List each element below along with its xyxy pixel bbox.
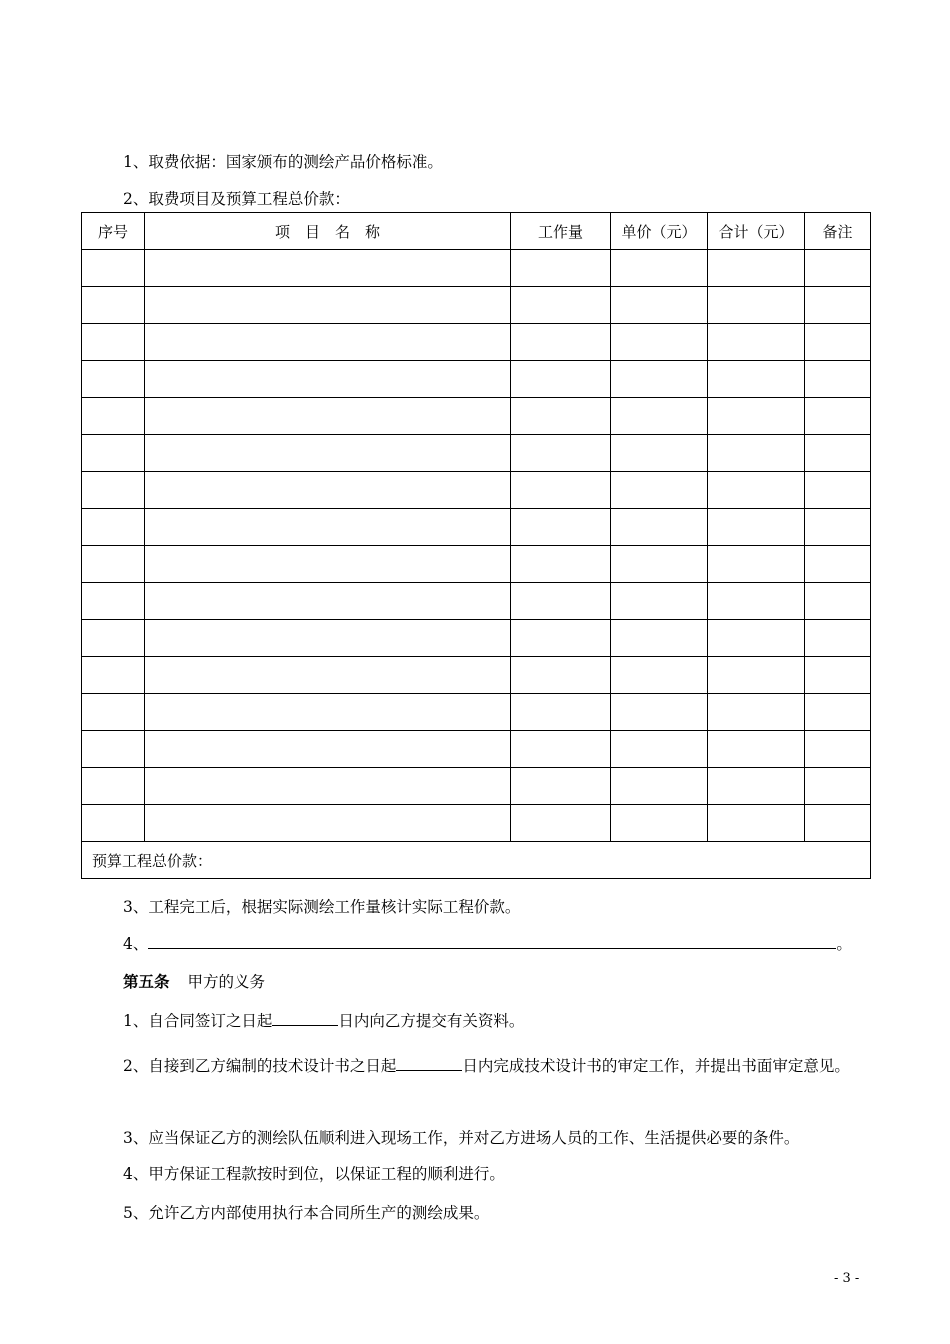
table-cell[interactable] bbox=[145, 657, 511, 694]
table-cell[interactable] bbox=[805, 398, 871, 435]
table-cell[interactable] bbox=[511, 583, 611, 620]
table-cell[interactable] bbox=[145, 620, 511, 657]
page-number: - 3 - bbox=[834, 1271, 860, 1286]
table-row bbox=[82, 509, 871, 546]
total-row bbox=[82, 842, 871, 879]
table-cell[interactable] bbox=[805, 361, 871, 398]
table-cell[interactable] bbox=[511, 731, 611, 768]
submit-days-blank[interactable] bbox=[272, 1011, 338, 1026]
table-cell[interactable] bbox=[511, 435, 611, 472]
article5-item1-suffix: 日内向乙方提交有关资料。 bbox=[338, 1012, 525, 1030]
item4-blank-field[interactable] bbox=[148, 934, 836, 949]
table-cell[interactable] bbox=[511, 620, 611, 657]
table-cell[interactable] bbox=[805, 657, 871, 694]
table-cell[interactable] bbox=[805, 768, 871, 805]
table-cell[interactable] bbox=[708, 546, 805, 583]
table-cell[interactable] bbox=[805, 731, 871, 768]
table-cell[interactable] bbox=[145, 509, 511, 546]
table-cell[interactable] bbox=[708, 768, 805, 805]
table-cell[interactable] bbox=[82, 472, 145, 509]
header-item-name: 项 目 名 称 bbox=[145, 213, 511, 250]
table-cell[interactable] bbox=[611, 731, 708, 768]
article5-item3: 3、应当保证乙方的测绘队伍顺利进入现场工作，并对乙方进场人员的工作、生活提供必要的条件。 bbox=[123, 1129, 800, 1147]
table-body bbox=[82, 250, 871, 842]
table-cell[interactable] bbox=[82, 361, 145, 398]
table-row bbox=[82, 398, 871, 435]
table-cell[interactable] bbox=[511, 805, 611, 842]
table-cell[interactable] bbox=[82, 324, 145, 361]
total-label: 预算工程总价款： bbox=[82, 842, 871, 879]
article5-number: 第五条 bbox=[123, 972, 170, 991]
table-cell[interactable] bbox=[708, 583, 805, 620]
table-row bbox=[82, 250, 871, 287]
table-cell[interactable] bbox=[82, 398, 145, 435]
table-cell[interactable] bbox=[82, 583, 145, 620]
table-cell[interactable] bbox=[145, 805, 511, 842]
table-cell[interactable] bbox=[805, 472, 871, 509]
table-cell[interactable] bbox=[611, 361, 708, 398]
table-cell[interactable] bbox=[511, 657, 611, 694]
review-days-blank[interactable] bbox=[396, 1056, 462, 1071]
after-completion-text: 3、工程完工后，根据实际测绘工作量核计实际工程价款。 bbox=[123, 898, 521, 916]
table-row bbox=[82, 583, 871, 620]
table-cell[interactable] bbox=[805, 324, 871, 361]
fee-basis-text: 1、取费依据：国家颁布的测绘产品价格标准。 bbox=[123, 153, 443, 171]
table-cell[interactable] bbox=[145, 583, 511, 620]
table-cell[interactable] bbox=[708, 805, 805, 842]
article5-item4: 4、甲方保证工程款按时到位，以保证工程的顺利进行。 bbox=[123, 1165, 505, 1183]
header-total: 合计（元） bbox=[708, 213, 805, 250]
table-cell[interactable] bbox=[145, 361, 511, 398]
table-cell[interactable] bbox=[611, 324, 708, 361]
table-cell[interactable] bbox=[708, 694, 805, 731]
table-cell[interactable] bbox=[145, 768, 511, 805]
table-cell[interactable] bbox=[708, 435, 805, 472]
table-cell[interactable] bbox=[511, 472, 611, 509]
table-cell[interactable] bbox=[145, 250, 511, 287]
table-cell[interactable] bbox=[611, 805, 708, 842]
table-cell[interactable] bbox=[145, 324, 511, 361]
table-row bbox=[82, 620, 871, 657]
table-cell[interactable] bbox=[611, 768, 708, 805]
table-cell[interactable] bbox=[805, 546, 871, 583]
table-cell[interactable] bbox=[805, 694, 871, 731]
table-cell[interactable] bbox=[611, 620, 708, 657]
table-cell[interactable] bbox=[708, 398, 805, 435]
table-cell[interactable] bbox=[708, 509, 805, 546]
table-cell[interactable] bbox=[611, 657, 708, 694]
item4-suffix: 。 bbox=[836, 935, 852, 953]
table-cell[interactable] bbox=[708, 361, 805, 398]
article5-item5: 5、允许乙方内部使用执行本合同所生产的测绘成果。 bbox=[123, 1204, 490, 1222]
table-header-row bbox=[82, 213, 871, 250]
table-cell[interactable] bbox=[611, 287, 708, 324]
header-unit-price: 单价（元） bbox=[611, 213, 708, 250]
table-cell[interactable] bbox=[511, 546, 611, 583]
table-cell[interactable] bbox=[805, 620, 871, 657]
table-cell[interactable] bbox=[805, 435, 871, 472]
table-cell[interactable] bbox=[82, 694, 145, 731]
table-row bbox=[82, 361, 871, 398]
table-row bbox=[82, 287, 871, 324]
table-cell[interactable] bbox=[611, 694, 708, 731]
table-row bbox=[82, 805, 871, 842]
table-cell[interactable] bbox=[708, 657, 805, 694]
table-cell[interactable] bbox=[708, 287, 805, 324]
table-cell[interactable] bbox=[511, 287, 611, 324]
table-cell[interactable] bbox=[805, 583, 871, 620]
table-cell[interactable] bbox=[805, 287, 871, 324]
article5-item2 bbox=[92, 1048, 864, 1085]
table-row bbox=[82, 435, 871, 472]
table-cell[interactable] bbox=[145, 398, 511, 435]
fee-items-text: 2、取费项目及预算工程总价款： bbox=[123, 190, 350, 208]
header-remarks: 备注 bbox=[805, 213, 871, 250]
article5-item1 bbox=[123, 1011, 524, 1031]
table-cell[interactable] bbox=[708, 324, 805, 361]
table-cell[interactable] bbox=[145, 731, 511, 768]
article5-title: 甲方的义务 bbox=[187, 973, 266, 991]
table-row bbox=[82, 731, 871, 768]
table-cell[interactable] bbox=[511, 768, 611, 805]
table-cell[interactable] bbox=[611, 435, 708, 472]
header-workload: 工作量 bbox=[511, 213, 611, 250]
table-row bbox=[82, 324, 871, 361]
article5-item2-prefix: 2、自接到乙方编制的技术设计书之日起 bbox=[123, 1057, 397, 1075]
table-cell[interactable] bbox=[611, 250, 708, 287]
table-cell[interactable] bbox=[611, 472, 708, 509]
table-cell[interactable] bbox=[82, 250, 145, 287]
table-cell[interactable] bbox=[611, 398, 708, 435]
table-cell[interactable] bbox=[145, 435, 511, 472]
table-cell[interactable] bbox=[611, 509, 708, 546]
table-cell[interactable] bbox=[82, 546, 145, 583]
table-cell[interactable] bbox=[82, 620, 145, 657]
article5-heading bbox=[123, 972, 265, 992]
header-index: 序号 bbox=[82, 213, 145, 250]
table-cell[interactable] bbox=[708, 250, 805, 287]
table-row bbox=[82, 472, 871, 509]
table-cell[interactable] bbox=[82, 657, 145, 694]
table-cell[interactable] bbox=[145, 472, 511, 509]
table-cell[interactable] bbox=[511, 398, 611, 435]
table-cell[interactable] bbox=[805, 250, 871, 287]
table-cell[interactable] bbox=[82, 509, 145, 546]
table-cell[interactable] bbox=[145, 694, 511, 731]
table-cell[interactable] bbox=[145, 546, 511, 583]
table-cell[interactable] bbox=[511, 250, 611, 287]
fee-table bbox=[81, 212, 871, 879]
table-cell[interactable] bbox=[511, 324, 611, 361]
article5-item1-prefix: 1、自合同签订之日起 bbox=[123, 1012, 273, 1030]
table-cell[interactable] bbox=[82, 768, 145, 805]
table-row bbox=[82, 546, 871, 583]
table-cell[interactable] bbox=[82, 287, 145, 324]
table-cell[interactable] bbox=[805, 805, 871, 842]
table-cell[interactable] bbox=[511, 694, 611, 731]
table-cell[interactable] bbox=[611, 583, 708, 620]
table-cell[interactable] bbox=[82, 731, 145, 768]
article5-item2-suffix: 日内完成技术设计书的审定工作，并提出书面审定意见。 bbox=[462, 1057, 850, 1075]
table-cell[interactable] bbox=[708, 731, 805, 768]
table-row bbox=[82, 657, 871, 694]
table-cell[interactable] bbox=[708, 472, 805, 509]
table-row bbox=[82, 768, 871, 805]
table-cell[interactable] bbox=[511, 361, 611, 398]
table-cell[interactable] bbox=[82, 805, 145, 842]
table-cell[interactable] bbox=[145, 287, 511, 324]
item4-prefix: 4、 bbox=[123, 935, 149, 953]
table-cell[interactable] bbox=[82, 435, 145, 472]
table-cell[interactable] bbox=[611, 546, 708, 583]
table-cell[interactable] bbox=[805, 509, 871, 546]
item4-line bbox=[123, 934, 852, 954]
table-cell[interactable] bbox=[511, 509, 611, 546]
table-row bbox=[82, 694, 871, 731]
table-cell[interactable] bbox=[708, 620, 805, 657]
